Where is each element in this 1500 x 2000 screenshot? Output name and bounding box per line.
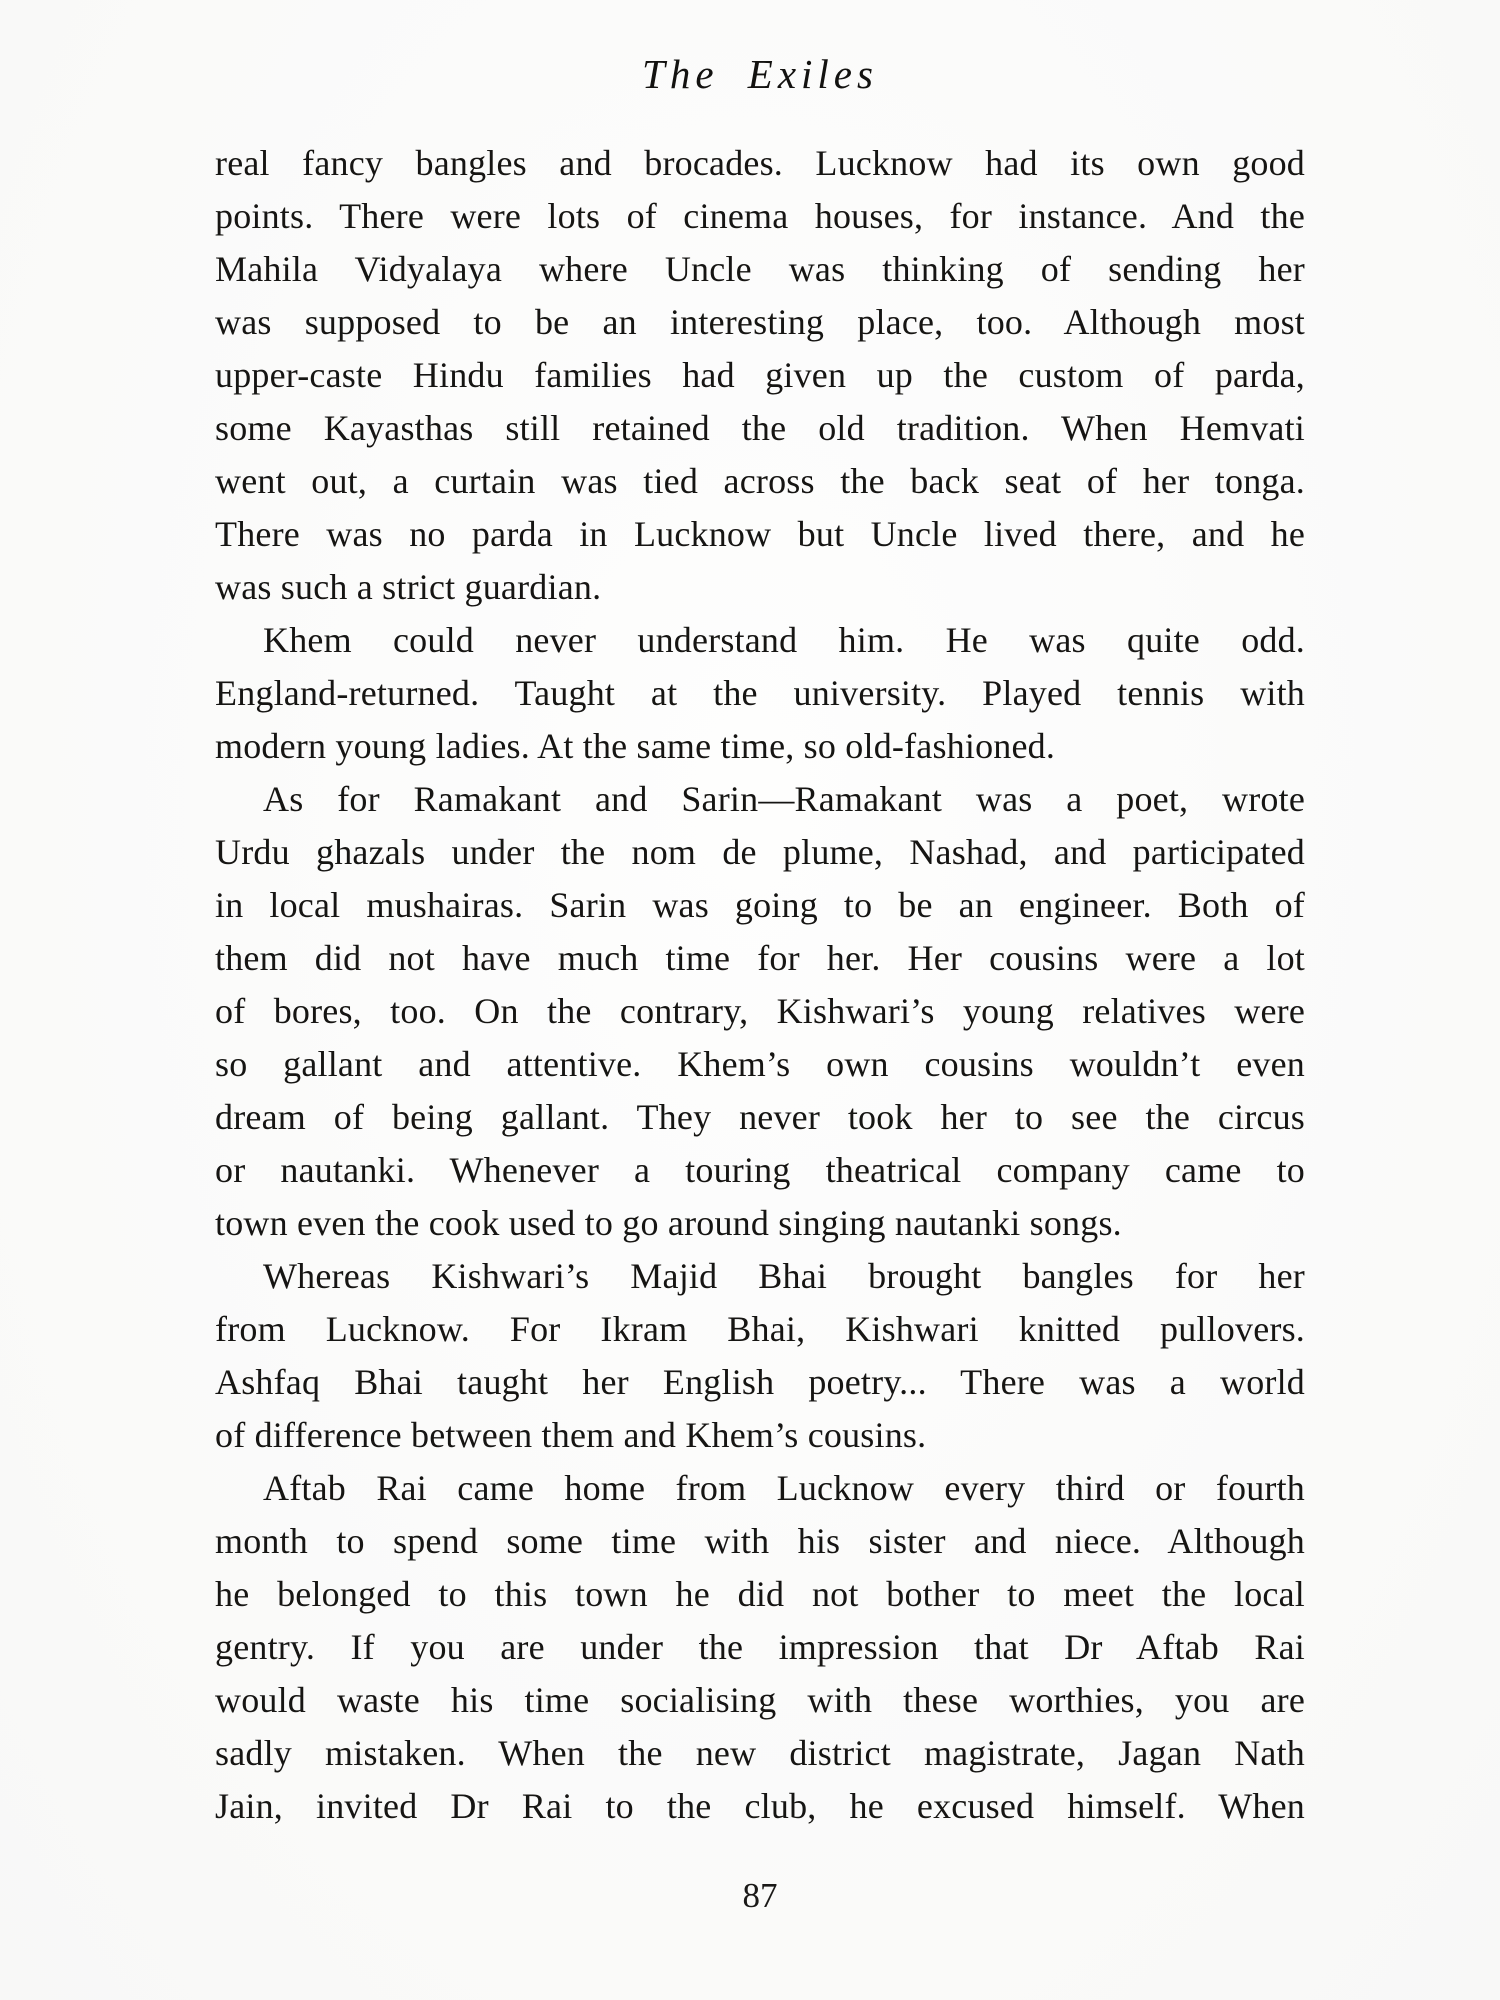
text-line: gentry. If you are under the impression that Dr Aftab Rai: [215, 1627, 1305, 1667]
text-line: points. There were lots of cinema houses, for instance. And the: [215, 196, 1305, 236]
text-line: real fancy bangles and brocades. Lucknow had its own good: [215, 143, 1305, 183]
text-line: he belonged to this town he did not bother to meet the local: [215, 1574, 1305, 1614]
text-line: sadly mistaken. When the new district magistrate, Jagan Nath: [215, 1733, 1305, 1773]
page-number: 87: [742, 1876, 778, 1915]
text-line: Jain, invited Dr Rai to the club, he excused himself. When: [215, 1786, 1305, 1826]
text-line: Urdu ghazals under the nom de plume, Nashad, and participated: [215, 832, 1305, 872]
text-line: Khem could never understand him. He was quite odd.: [263, 620, 1305, 660]
text-line: There was no parda in Lucknow but Uncle lived there, and he: [215, 514, 1305, 554]
paragraph: [215, 137, 1305, 614]
text-line: upper-caste Hindu families had given up the custom of parda,: [215, 355, 1305, 395]
paragraph: [215, 1250, 1305, 1462]
text-line: of bores, too. On the contrary, Kishwari’s young relatives were: [215, 991, 1305, 1031]
text-line: was such a strict guardian.: [215, 567, 602, 607]
running-header: The Exiles: [642, 51, 878, 97]
text-line: England-returned. Taught at the university. Played tennis with: [215, 673, 1305, 713]
paragraph: [215, 1462, 1305, 1833]
text-line: Aftab Rai came home from Lucknow every third or fourth: [263, 1468, 1305, 1508]
text-line: so gallant and attentive. Khem’s own cousins wouldn’t even: [215, 1044, 1305, 1084]
text-line: in local mushairas. Sarin was going to be an engineer. Both of: [215, 885, 1305, 925]
text-line: of difference between them and Khem’s cousins.: [215, 1415, 927, 1455]
text-line: from Lucknow. For Ikram Bhai, Kishwari knitted pullovers.: [215, 1309, 1305, 1349]
text-line: Whereas Kishwari’s Majid Bhai brought bangles for her: [263, 1256, 1305, 1296]
text-line: was supposed to be an interesting place, too. Although most: [215, 302, 1305, 342]
text-line: went out, a curtain was tied across the back seat of her tonga.: [215, 461, 1305, 501]
text-line: or nautanki. Whenever a touring theatrical company came to: [215, 1150, 1305, 1190]
body-text: [215, 137, 1305, 1833]
text-line: town even the cook used to go around singing nautanki songs.: [215, 1203, 1122, 1243]
text-line: Mahila Vidyalaya where Uncle was thinking of sending her: [215, 249, 1305, 289]
paragraph: [215, 773, 1305, 1250]
text-line: As for Ramakant and Sarin—Ramakant was a poet, wrote: [263, 779, 1305, 819]
text-line: would waste his time socialising with these worthies, you are: [215, 1680, 1305, 1720]
text-line: modern young ladies. At the same time, so old-fashioned.: [215, 726, 1056, 766]
paragraph: [215, 614, 1305, 773]
text-line: them did not have much time for her. Her cousins were a lot: [215, 938, 1305, 978]
text-line: month to spend some time with his sister and niece. Although: [215, 1521, 1305, 1561]
text-line: some Kayasthas still retained the old tradition. When Hemvati: [215, 408, 1305, 448]
text-line: dream of being gallant. They never took her to see the circus: [215, 1097, 1305, 1137]
text-line: Ashfaq Bhai taught her English poetry... There was a world: [215, 1362, 1305, 1402]
